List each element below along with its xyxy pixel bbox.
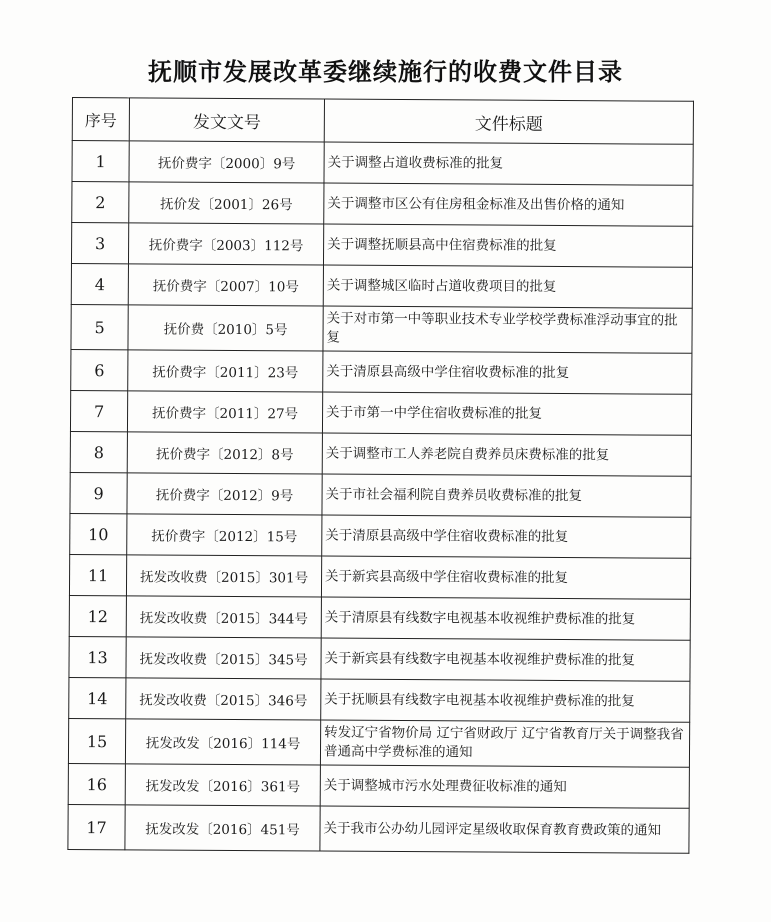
- row-document-number: 抚发改发〔2016〕451号: [125, 805, 320, 851]
- row-serial-number: 9: [70, 472, 127, 513]
- table-row: [71, 263, 692, 308]
- table-row: [71, 304, 692, 353]
- header-document-title: 文件标题: [324, 99, 693, 144]
- page-title: 抚顺市发展改革委继续施行的收费文件目录: [148, 58, 623, 86]
- row-document-title: 关于调整市区公有住房租金标准及出售价格的通知: [324, 183, 693, 226]
- row-document-title: 关于市社会福利院自费养员收费标准的批复: [322, 474, 691, 517]
- row-serial-number: 15: [68, 718, 125, 763]
- row-document-number: 抚价费字〔2011〕27号: [127, 391, 322, 433]
- row-serial-number: 11: [69, 554, 126, 595]
- row-serial-number: 8: [70, 431, 127, 472]
- row-serial-number: 10: [70, 513, 127, 554]
- row-document-number: 抚价费字〔2012〕15号: [127, 514, 322, 556]
- table-row: [68, 763, 689, 808]
- header-serial-number: 序号: [72, 98, 129, 141]
- fee-document-table: [67, 97, 694, 854]
- row-document-title: 关于清原县高级中学住宿收费标准的批复: [323, 351, 692, 394]
- table-row: [69, 554, 690, 599]
- row-serial-number: 7: [70, 390, 127, 431]
- row-document-number: 抚价费字〔2012〕8号: [127, 432, 322, 474]
- row-document-title: 关于新宾县高级中学住宿收费标准的批复: [321, 556, 690, 599]
- row-document-title: 关于调整占道收费标准的批复: [324, 142, 693, 185]
- row-document-title: 关于调整市工人养老院自费养员床费标准的批复: [322, 433, 691, 476]
- row-document-title: 关于市第一中学住宿收费标准的批复: [322, 392, 691, 435]
- row-document-number: 抚价费字〔2011〕23号: [128, 350, 323, 392]
- row-serial-number: 16: [68, 763, 125, 804]
- row-document-number: 抚发改收费〔2015〕344号: [126, 596, 321, 638]
- row-document-title: 关于清原县高级中学住宿收费标准的批复: [322, 515, 691, 558]
- row-serial-number: 3: [71, 223, 128, 264]
- row-document-title: 关于我市公办幼儿园评定星级收取保育教育费政策的通知: [320, 806, 689, 853]
- row-serial-number: 17: [68, 804, 125, 849]
- row-document-number: 抚发改收费〔2015〕346号: [126, 678, 321, 720]
- table-row: [70, 472, 691, 517]
- row-serial-number: 2: [72, 182, 129, 223]
- row-document-title: 关于调整城区临时占道收费项目的批复: [323, 265, 692, 308]
- row-serial-number: 13: [69, 636, 126, 677]
- row-document-number: 抚发改收费〔2015〕301号: [126, 555, 321, 597]
- table-row: [69, 636, 690, 681]
- table-row: [71, 349, 692, 394]
- table-row: [70, 390, 691, 435]
- header-document-number: 发文文号: [129, 98, 324, 142]
- row-document-title: 关于调整抚顺县高中住宿费标准的批复: [323, 224, 692, 267]
- row-serial-number: 4: [71, 263, 128, 304]
- row-document-title: 关于对市第一中等职业技术专业学校学费标准浮动事宜的批复: [323, 306, 692, 353]
- table-row: [70, 513, 691, 558]
- row-document-number: 抚价费字〔2003〕112号: [128, 223, 323, 265]
- row-document-title: 关于抚顺县有线数字电视基本收视维护费标准的批复: [321, 679, 690, 722]
- row-document-number: 抚价发〔2001〕26号: [129, 182, 324, 224]
- row-document-number: 抚发改收费〔2015〕345号: [126, 637, 321, 679]
- table-row: [70, 431, 691, 476]
- row-serial-number: 5: [71, 304, 128, 349]
- table-row: [72, 141, 693, 186]
- row-document-number: 抚价费字〔2007〕10号: [128, 264, 323, 306]
- row-document-title: 关于调整城市污水处理费征收标准的通知: [320, 765, 689, 808]
- table-row: [72, 182, 693, 227]
- row-document-number: 抚发改发〔2016〕114号: [125, 719, 320, 765]
- row-document-number: 抚价费字〔2012〕9号: [127, 473, 322, 515]
- row-document-title: 关于新宾县有线数字电视基本收视维护费标准的批复: [321, 638, 690, 681]
- table-row: [69, 677, 690, 722]
- row-document-title: 关于清原县有线数字电视基本收视维护费标准的批复: [321, 597, 690, 640]
- row-serial-number: 6: [71, 349, 128, 390]
- row-serial-number: 12: [69, 595, 126, 636]
- table-row: [69, 595, 690, 640]
- row-document-number: 抚价费字〔2000〕9号: [129, 141, 324, 183]
- row-serial-number: 14: [69, 677, 126, 718]
- row-document-number: 抚价费〔2010〕5号: [128, 305, 323, 351]
- table-row: [71, 223, 692, 268]
- table-header-row: [72, 98, 693, 145]
- table-row: [68, 804, 689, 853]
- row-serial-number: 1: [72, 141, 129, 182]
- row-document-title: 转发辽宁省物价局 辽宁省财政厅 辽宁省教育厅关于调整我省普通高中学费标准的通知: [320, 720, 689, 767]
- row-document-number: 抚发改发〔2016〕361号: [125, 764, 320, 806]
- table-row: [68, 718, 689, 767]
